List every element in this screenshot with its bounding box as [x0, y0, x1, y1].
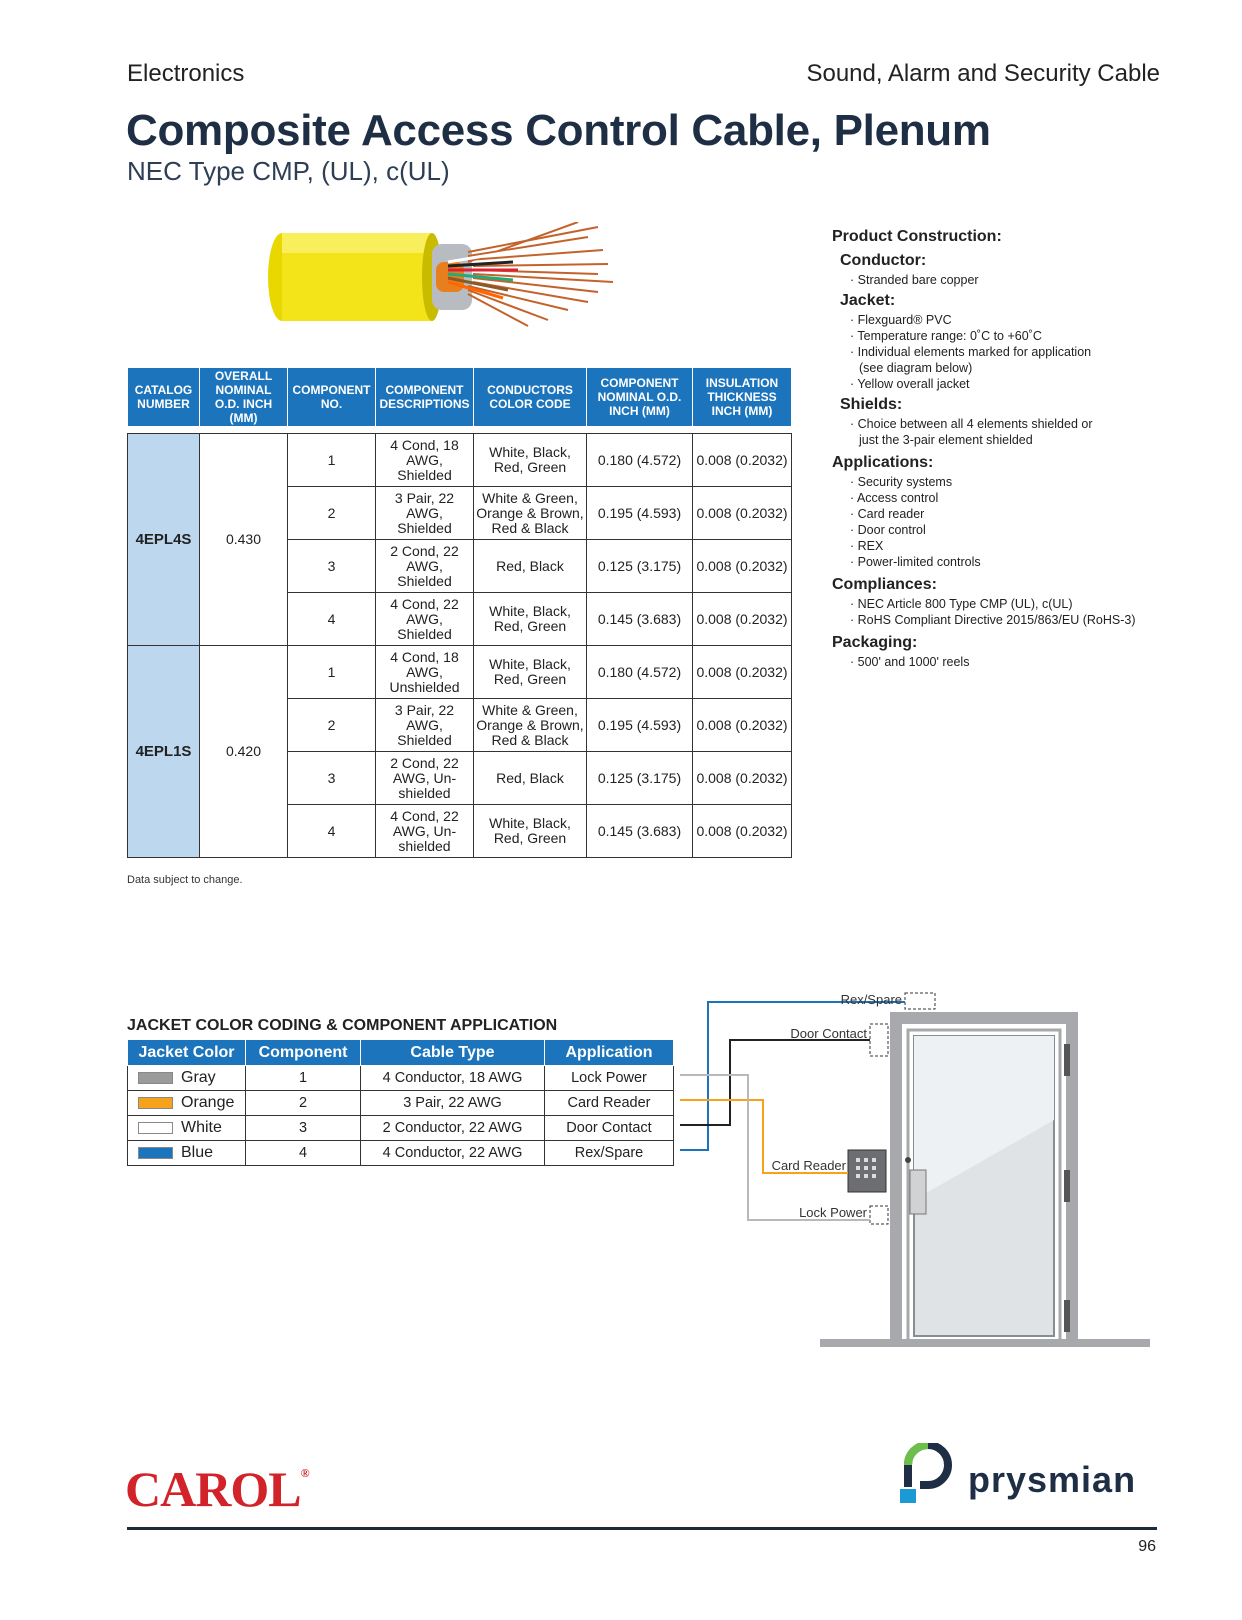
col-header: CONDUCTORS COLOR CODE — [474, 368, 587, 427]
component-od: 0.145 (3.683) — [587, 805, 693, 858]
compliances-heading: Compliances: — [832, 576, 937, 593]
application-item: · Power-limited controls — [850, 555, 981, 569]
color-code: White, Black, Red, Green — [474, 805, 587, 858]
construction-title: Product Construction: — [832, 228, 1002, 245]
header-section: Sound, Alarm and Security Cable — [806, 60, 1160, 87]
component-desc: 4 Cond, 18 AWG, Unshielded — [376, 646, 474, 699]
component-no: 4 — [288, 593, 376, 646]
spec-table — [127, 367, 792, 858]
component-no: 3 — [288, 752, 376, 805]
color-code: White, Black, Red, Green — [474, 434, 587, 487]
label-card-reader: Card Reader — [771, 1158, 846, 1173]
table-row — [128, 1141, 674, 1166]
shields-heading: Shields: — [840, 396, 903, 413]
insulation: 0.008 (0.2032) — [693, 752, 792, 805]
component-od: 0.145 (3.683) — [587, 593, 693, 646]
prysmian-wordmark: prysmian — [968, 1459, 1137, 1500]
catalog-number: 4EPL1S — [128, 646, 200, 858]
component-desc: 3 Pair, 22 AWG, Shielded — [376, 699, 474, 752]
color-code: Red, Black — [474, 540, 587, 593]
rex-box — [905, 993, 935, 1009]
data-note: Data subject to change. — [127, 874, 243, 886]
component-od: 0.180 (4.572) — [587, 434, 693, 487]
overall-od: 0.420 — [200, 646, 288, 858]
jacket-item: · Individual elements marked for application — [850, 345, 1092, 359]
prysmian-logo-mark — [898, 1443, 962, 1507]
door-contact-box — [870, 1024, 888, 1056]
jacket-color: Orange — [181, 1094, 235, 1111]
color-code: White & Green, Orange & Brown, Red & Black — [474, 699, 587, 752]
application-item: · Door control — [850, 523, 926, 537]
component-no: 4 — [288, 805, 376, 858]
application: Lock Power — [545, 1066, 674, 1091]
col-header: Component — [246, 1040, 361, 1066]
cable-illustration — [268, 222, 618, 332]
applications-heading: Applications: — [832, 454, 934, 471]
component-no: 3 — [288, 540, 376, 593]
catalog-number: 4EPL4S — [128, 434, 200, 646]
insulation: 0.008 (0.2032) — [693, 540, 792, 593]
color-code: Red, Black — [474, 752, 587, 805]
table-row — [128, 1066, 674, 1091]
insulation: 0.008 (0.2032) — [693, 699, 792, 752]
component-od: 0.180 (4.572) — [587, 646, 693, 699]
color-swatch — [138, 1122, 173, 1134]
insulation: 0.008 (0.2032) — [693, 805, 792, 858]
product-construction — [832, 228, 1212, 670]
component-no: 2 — [288, 487, 376, 540]
packaging-heading: Packaging: — [832, 634, 918, 651]
jacket-item-cont: (see diagram below) — [859, 361, 973, 375]
jacket-item: · Temperature range: 0˚C to +60˚C — [850, 329, 1042, 343]
color-swatch — [138, 1147, 173, 1159]
application: Rex/Spare — [545, 1141, 674, 1166]
table-row — [128, 434, 792, 487]
card-reader-device — [848, 1150, 886, 1192]
jacket-heading: Jacket: — [840, 292, 896, 309]
component-od: 0.195 (4.593) — [587, 699, 693, 752]
jacket-color: White — [181, 1119, 222, 1136]
page-number: 96 — [1138, 1538, 1156, 1555]
color-swatch — [138, 1072, 173, 1084]
color-code: White, Black, Red, Green — [474, 646, 587, 699]
col-header: CATALOG NUMBER — [128, 368, 200, 427]
component-no: 1 — [288, 646, 376, 699]
conductor-heading: Conductor: — [840, 252, 927, 269]
col-header: INSULATION THICKNESS INCH (MM) — [693, 368, 792, 427]
component-od: 0.125 (3.175) — [587, 540, 693, 593]
cable-type: 2 Conductor, 22 AWG — [361, 1116, 545, 1141]
component-od: 0.125 (3.175) — [587, 752, 693, 805]
compliance-item: · RoHS Compliant Directive 2015/863/EU (RoHS-3) — [850, 613, 1136, 627]
application-item: · Card reader — [850, 507, 925, 521]
application-item: · Security systems — [850, 475, 953, 489]
jacket-color: Gray — [181, 1069, 216, 1086]
insulation: 0.008 (0.2032) — [693, 646, 792, 699]
label-rex: Rex/Spare — [840, 992, 902, 1007]
jacket-table — [127, 1039, 674, 1166]
jacket-table-title: JACKET COLOR CODING & COMPONENT APPLICATION — [127, 1017, 558, 1034]
col-header: COMPONENT DESCRIPTIONS — [376, 368, 474, 427]
col-header: Application — [545, 1040, 674, 1066]
col-header: COMPONENT NOMINAL O.D. INCH (MM) — [587, 368, 693, 427]
compliance-item: · NEC Article 800 Type CMP (UL), c(UL) — [850, 597, 1073, 611]
application: Door Contact — [545, 1116, 674, 1141]
shields-item: · Choice between all 4 elements shielded or — [850, 417, 1093, 431]
component-desc: 4 Cond, 22 AWG, Un-shielded — [376, 805, 474, 858]
component-desc: 3 Pair, 22 AWG, Shielded — [376, 487, 474, 540]
insulation: 0.008 (0.2032) — [693, 487, 792, 540]
color-code: White, Black, Red, Green — [474, 593, 587, 646]
component: 3 — [246, 1116, 361, 1141]
cable-type: 3 Pair, 22 AWG — [361, 1091, 545, 1116]
component: 4 — [246, 1141, 361, 1166]
door-handle — [910, 1170, 926, 1214]
conductor-item: · Stranded bare copper — [850, 273, 979, 287]
insulation: 0.008 (0.2032) — [693, 593, 792, 646]
table-row — [128, 1116, 674, 1141]
cable-type: 4 Conductor, 18 AWG — [361, 1066, 545, 1091]
col-header: OVERALL NOMINAL O.D. INCH (MM) — [200, 368, 288, 427]
component-desc: 2 Cond, 22 AWG, Un-shielded — [376, 752, 474, 805]
lock-power-box — [870, 1206, 888, 1224]
door-wiring-diagram — [680, 985, 1160, 1355]
label-door-contact: Door Contact — [790, 1026, 867, 1041]
application-item: · REX — [850, 539, 884, 553]
jacket-item: · Flexguard® PVC — [850, 313, 952, 327]
page-title: Composite Access Control Cable, Plenum — [126, 106, 991, 155]
component-desc: 2 Cond, 22 AWG, Shielded — [376, 540, 474, 593]
table-row — [128, 1091, 674, 1116]
overall-od: 0.430 — [200, 434, 288, 646]
color-swatch — [138, 1097, 173, 1109]
component-od: 0.195 (4.593) — [587, 487, 693, 540]
col-header: COMPONENT NO. — [288, 368, 376, 427]
page-subtitle: NEC Type CMP, (UL), c(UL) — [127, 156, 450, 186]
component-no: 2 — [288, 699, 376, 752]
col-header: Jacket Color — [128, 1040, 246, 1066]
component-desc: 4 Cond, 22 AWG, Shielded — [376, 593, 474, 646]
insulation: 0.008 (0.2032) — [693, 434, 792, 487]
color-code: White & Green, Orange & Brown, Red & Black — [474, 487, 587, 540]
jacket-color: Blue — [181, 1144, 214, 1161]
component-desc: 4 Cond, 18 AWG, Shielded — [376, 434, 474, 487]
component-no: 1 — [288, 434, 376, 487]
application-item: · Access control — [850, 491, 939, 505]
label-lock-power: Lock Power — [799, 1205, 867, 1220]
carol-logo: CAROL® — [125, 1461, 309, 1517]
footer-rule — [127, 1527, 1157, 1530]
application: Card Reader — [545, 1091, 674, 1116]
jacket-item: · Yellow overall jacket — [850, 377, 970, 391]
header-category: Electronics — [127, 60, 245, 87]
shields-item-cont: just the 3-pair element shielded — [859, 433, 1033, 447]
table-row — [128, 646, 792, 699]
packaging-item: · 500' and 1000' reels — [850, 655, 970, 669]
cable-type: 4 Conductor, 22 AWG — [361, 1141, 545, 1166]
component: 1 — [246, 1066, 361, 1091]
col-header: Cable Type — [361, 1040, 545, 1066]
component: 2 — [246, 1091, 361, 1116]
